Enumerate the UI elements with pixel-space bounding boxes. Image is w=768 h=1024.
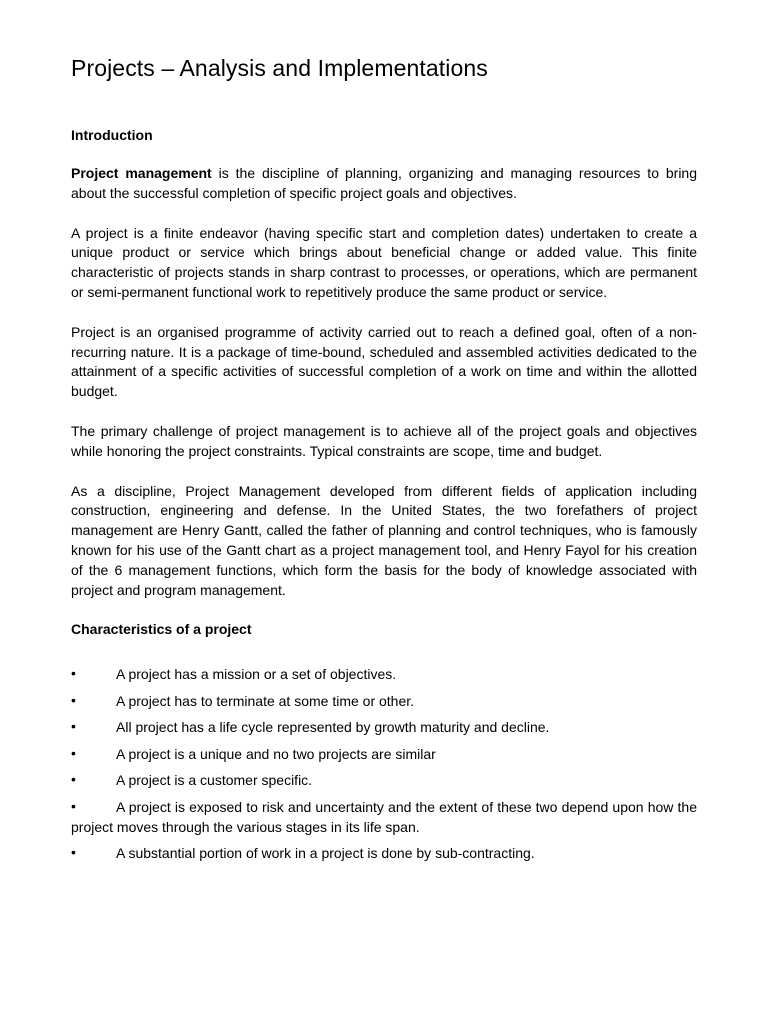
document-title: Projects – Analysis and Implementations — [71, 55, 488, 81]
bullet-icon: • — [71, 691, 76, 708]
paragraph-primary-challenge: The primary challenge of project management is to achieve all of the project goals and objectives while honoring the project constraints. Typical constraints are scope, time and budget. — [71, 422, 697, 459]
paragraph-project-management-text: is the discipline of planning, organizing and managing resources to bring about the successful completion of specific project goals and objectives. — [71, 165, 698, 201]
document-page — [71, 54, 697, 870]
list-item-text: A project is a unique and no two projects are similar — [116, 745, 436, 762]
paragraph-discipline-history: As a discipline, Project Management developed from different fields of application including construction, engineering and defense. In the United States, the two forefathers of project management are Henry Gantt, called the father of planning and control techniques, who is famously known for his use of the Gantt chart as a project management tool, and Henry Fayol for his creation of the 6 management functions, which form the basis for the body of knowledge associated with project and program management. — [71, 482, 697, 598]
bullet-icon: • — [71, 718, 76, 735]
list-item — [71, 797, 697, 837]
characteristics-list — [71, 664, 697, 863]
paragraph-project-management — [71, 164, 697, 204]
list-item-text: A substantial portion of work in a project is done by sub-contracting. — [116, 845, 535, 862]
characteristics-heading: Characteristics of a project — [71, 621, 252, 638]
list-item — [71, 843, 697, 863]
introduction-heading: Introduction — [71, 127, 153, 143]
list-item — [71, 744, 697, 764]
list-item — [71, 717, 697, 737]
list-item-text: All project has a life cycle represented by growth maturity and decline. — [116, 719, 550, 736]
paragraph-organised-programme: Project is an organised programme of activity carried out to reach a defined goal, often of a non-recurring nature. It is a package of time-bound, scheduled and assembled activities dedicated to the attainment of a specific activities of successful completion of a work on time and within the allotted budget. — [71, 323, 697, 400]
list-item-text: A project is exposed to risk and uncertainty and the extent of these two depend upon how the project moves through the various stages in its life span. — [71, 798, 697, 835]
list-item-text: A project has to terminate at some time or other. — [116, 692, 415, 709]
list-item — [71, 664, 697, 684]
list-item-text: A project has a mission or a set of objectives. — [116, 666, 397, 683]
bullet-icon: • — [71, 665, 76, 682]
paragraph-finite-endeavor: A project is a finite endeavor (having specific start and completion dates) undertaken to create a unique product or service which brings about beneficial change or added value. This finite characteristic of projects stands in sharp contrast to processes, or operations, which are permanent or semi-permanent functional work to repetitively produce the same product or service. — [71, 224, 697, 300]
bullet-icon: • — [71, 797, 76, 814]
bullet-icon: • — [71, 744, 76, 761]
list-item-text: A project is a customer specific. — [116, 772, 313, 789]
bullet-icon: • — [71, 771, 76, 788]
bullet-icon: • — [71, 844, 76, 861]
list-item — [71, 770, 697, 790]
list-item — [71, 691, 697, 711]
term-project-management: Project management — [71, 165, 212, 181]
